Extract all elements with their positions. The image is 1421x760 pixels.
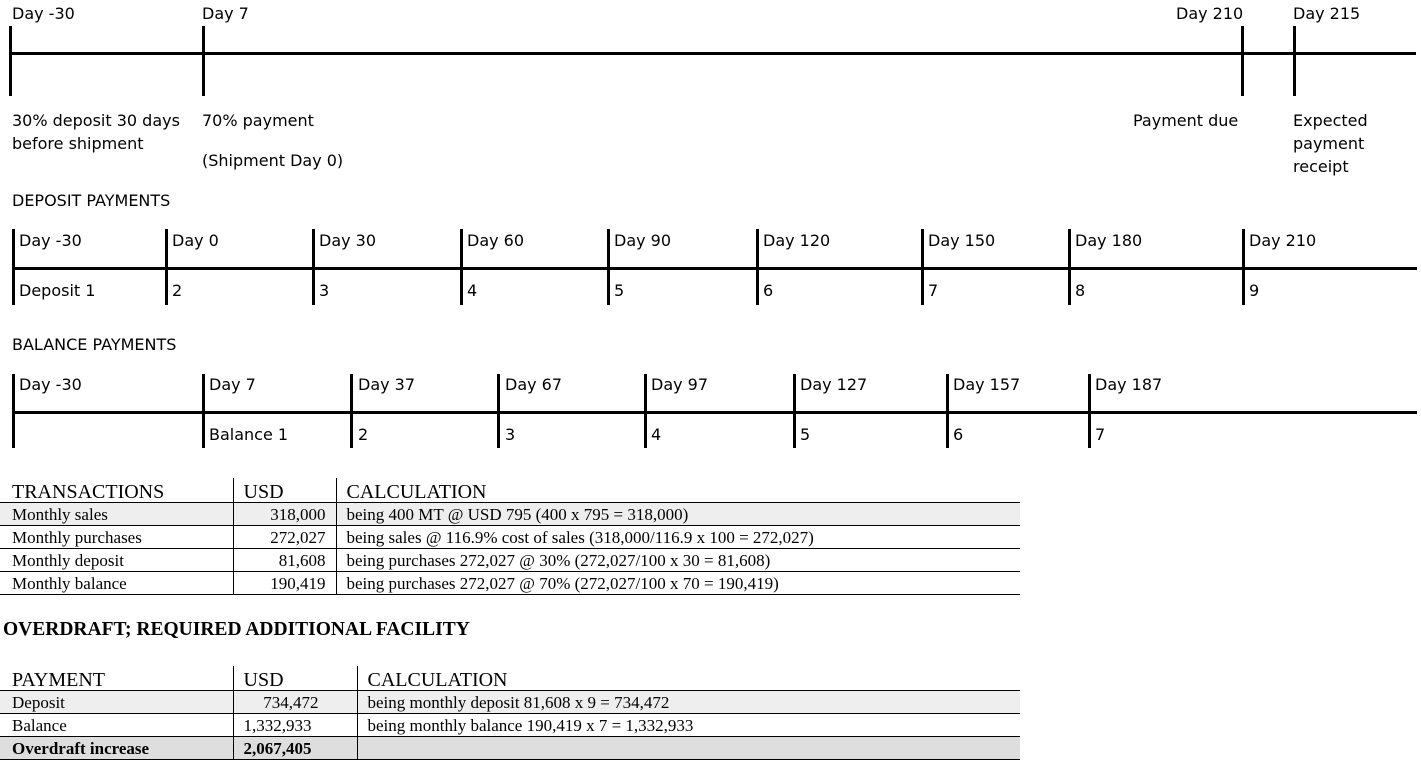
balance-payments-title: BALANCE PAYMENTS xyxy=(12,335,177,354)
table-cell: Monthly purchases xyxy=(0,526,233,549)
overdraft-section-title: OVERDRAFT; REQUIRED ADDITIONAL FACILITY xyxy=(3,619,470,640)
deposit-day-label: Day 60 xyxy=(467,231,525,250)
deposit-payments-title: DEPOSIT PAYMENTS xyxy=(12,191,171,210)
expected-receipt-note: payment xyxy=(1293,134,1365,153)
balance-number-label: 3 xyxy=(505,425,516,444)
main-tick-label: Day 7 xyxy=(202,4,249,23)
deposit-number-label: 5 xyxy=(614,281,625,300)
table-cell: 1,332,933 xyxy=(233,714,357,737)
column-header: PAYMENT xyxy=(0,666,233,691)
balance-day-label: Day 67 xyxy=(505,375,563,394)
balance-day-label: Day 7 xyxy=(209,375,256,394)
table-cell: being monthly balance 190,419 x 7 = 1,332,933 xyxy=(357,714,1020,737)
table-cell xyxy=(357,737,1020,760)
balance-timeline-axis xyxy=(12,411,1417,414)
table-row xyxy=(0,572,1020,595)
deposit-tick xyxy=(1068,229,1071,305)
table-cell: 81,608 xyxy=(233,549,336,572)
payment-70-note: 70% payment xyxy=(202,111,314,130)
deposit-day-label: Day 180 xyxy=(1075,231,1143,250)
table-cell: Balance xyxy=(0,714,233,737)
deposit-number-label: Deposit 1 xyxy=(19,281,96,300)
table-row xyxy=(0,549,1020,572)
balance-day-label: Day 187 xyxy=(1095,375,1163,394)
balance-number-label: 4 xyxy=(651,425,662,444)
table-header-row xyxy=(0,478,1020,503)
deposit-tick xyxy=(12,229,15,305)
table-cell: Monthly sales xyxy=(0,503,233,526)
payment-due-note: Payment due xyxy=(1133,111,1239,130)
table-row xyxy=(0,503,1020,526)
balance-number-label: 6 xyxy=(953,425,964,444)
deposit-tick xyxy=(165,229,168,305)
deposit-tick xyxy=(312,229,315,305)
main-tick xyxy=(1293,26,1296,96)
deposit-number-label: 4 xyxy=(467,281,478,300)
deposit-number-label: 7 xyxy=(928,281,939,300)
column-header: CALCULATION xyxy=(357,666,1020,691)
deposit-day-label: Day -30 xyxy=(19,231,82,250)
table-cell: being purchases 272,027 @ 70% (272,027/100 x 70 = 190,419) xyxy=(336,572,1020,595)
table-cell: being sales @ 116.9% cost of sales (318,000/116.9 x 100 = 272,027) xyxy=(336,526,1020,549)
deposit-day-label: Day 30 xyxy=(319,231,377,250)
deposit-number-label: 6 xyxy=(763,281,774,300)
deposit-day-label: Day 0 xyxy=(172,231,219,250)
table-cell: Deposit xyxy=(0,691,233,714)
table-row xyxy=(0,691,1020,714)
table-row xyxy=(0,714,1020,737)
table-cell: 190,419 xyxy=(233,572,336,595)
expected-receipt-note: receipt xyxy=(1293,157,1349,176)
main-tick xyxy=(202,26,205,96)
expected-receipt-note: Expected xyxy=(1293,111,1368,130)
main-tick xyxy=(1241,26,1244,96)
main-timeline-axis xyxy=(9,52,1416,55)
table-cell: 734,472 xyxy=(233,691,357,714)
deposit-note: 30% deposit 30 days xyxy=(12,111,180,130)
balance-day-label: Day -30 xyxy=(19,375,82,394)
balance-number-label: 5 xyxy=(800,425,811,444)
deposit-tick xyxy=(756,229,759,305)
deposit-day-label: Day 210 xyxy=(1249,231,1317,250)
deposit-tick xyxy=(460,229,463,305)
deposit-tick xyxy=(1242,229,1245,305)
deposit-number-label: 8 xyxy=(1075,281,1086,300)
table-cell: 318,000 xyxy=(233,503,336,526)
balance-tick xyxy=(12,374,15,448)
main-tick-label: Day 215 xyxy=(1293,4,1361,23)
deposit-tick xyxy=(607,229,610,305)
table-cell: Monthly balance xyxy=(0,572,233,595)
table-cell: 2,067,405 xyxy=(233,737,357,760)
table-cell: Monthly deposit xyxy=(0,549,233,572)
balance-tick xyxy=(202,374,205,448)
shipment-note: (Shipment Day 0) xyxy=(202,151,344,170)
deposit-timeline-axis xyxy=(12,267,1417,270)
table-cell: Overdraft increase xyxy=(0,737,233,760)
main-tick xyxy=(9,26,12,96)
table-header-row xyxy=(0,666,1020,691)
column-header: USD xyxy=(233,666,357,691)
overdraft-table xyxy=(0,666,1020,760)
table-cell: 272,027 xyxy=(233,526,336,549)
deposit-day-label: Day 120 xyxy=(763,231,831,250)
deposit-day-label: Day 90 xyxy=(614,231,672,250)
deposit-number-label: 9 xyxy=(1249,281,1260,300)
balance-tick xyxy=(350,374,353,448)
balance-tick xyxy=(497,374,500,448)
deposit-number-label: 3 xyxy=(319,281,330,300)
deposit-note: before shipment xyxy=(12,134,144,153)
balance-number-label: 7 xyxy=(1095,425,1106,444)
deposit-number-label: 2 xyxy=(172,281,183,300)
deposit-day-label: Day 150 xyxy=(928,231,996,250)
balance-tick xyxy=(644,374,647,448)
balance-tick xyxy=(946,374,949,448)
balance-number-label: 2 xyxy=(358,425,369,444)
column-header: TRANSACTIONS xyxy=(0,478,233,503)
balance-tick xyxy=(793,374,796,448)
balance-number-label: Balance 1 xyxy=(209,425,289,444)
deposit-tick xyxy=(921,229,924,305)
total-row xyxy=(0,737,1020,760)
column-header: USD xyxy=(233,478,336,503)
balance-day-label: Day 127 xyxy=(800,375,868,394)
balance-tick xyxy=(1088,374,1091,448)
main-tick-label: Day 210 xyxy=(1176,4,1244,23)
table-cell: being purchases 272,027 @ 30% (272,027/100 x 30 = 81,608) xyxy=(336,549,1020,572)
table-cell: being 400 MT @ USD 795 (400 x 795 = 318,000) xyxy=(336,503,1020,526)
main-tick-label: Day -30 xyxy=(12,4,75,23)
transactions-table xyxy=(0,478,1020,595)
balance-day-label: Day 157 xyxy=(953,375,1021,394)
table-row xyxy=(0,526,1020,549)
balance-day-label: Day 37 xyxy=(358,375,416,394)
table-cell: being monthly deposit 81,608 x 9 = 734,472 xyxy=(357,691,1020,714)
column-header: CALCULATION xyxy=(336,478,1020,503)
balance-day-label: Day 97 xyxy=(651,375,709,394)
